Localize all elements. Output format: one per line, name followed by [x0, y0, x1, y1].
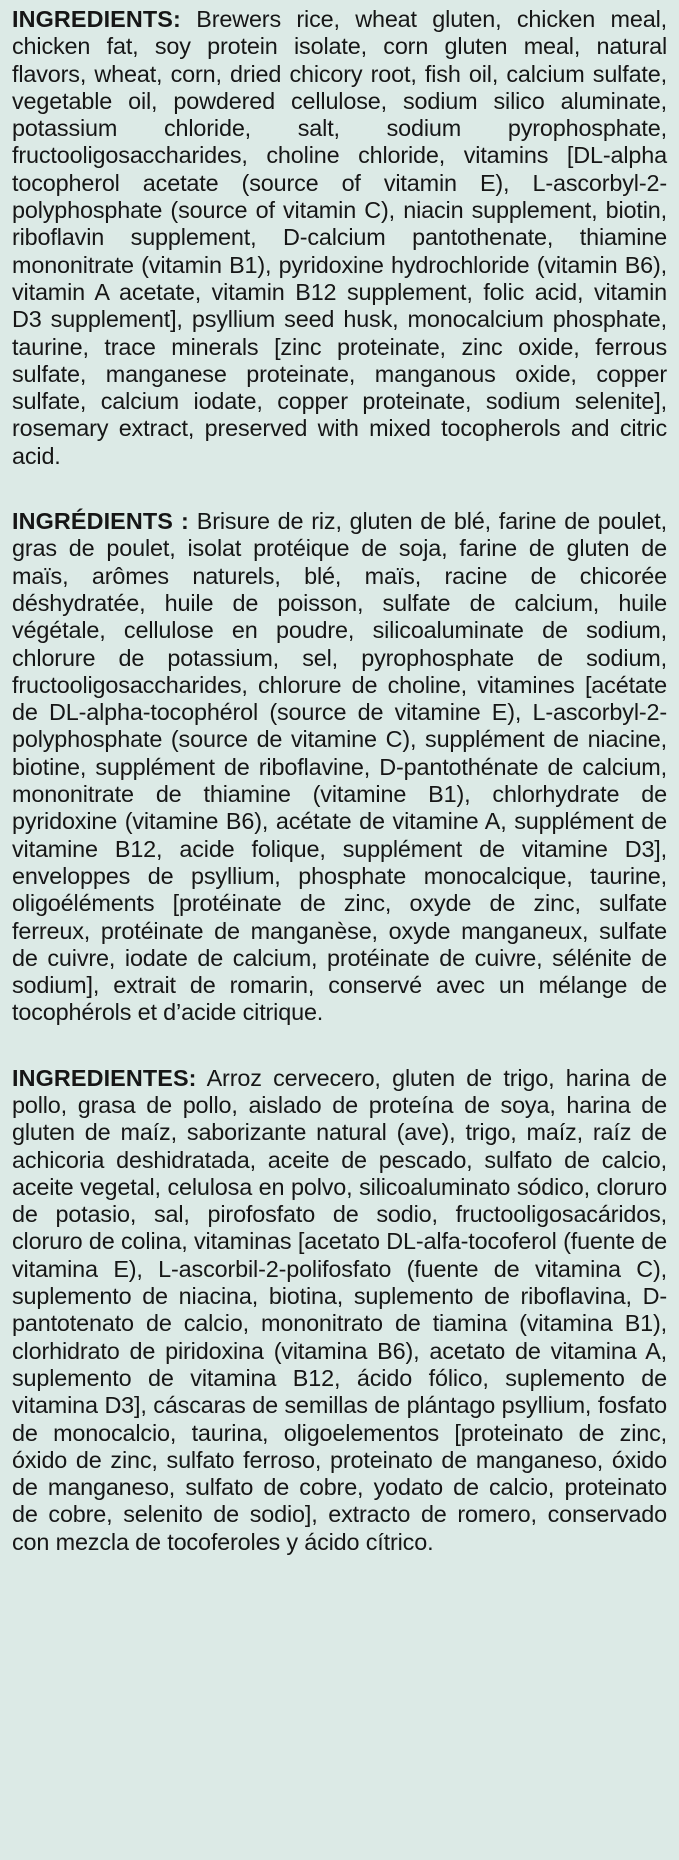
- ingredients-french: [12, 508, 667, 1027]
- french-heading: INGRÉDIENTS :: [12, 508, 189, 535]
- ingredients-spanish: [12, 1065, 667, 1556]
- spanish-ingredients-text: Arroz cervecero, gluten de trigo, harina de pollo, grasa de pollo, aislado de proteína de soya, harina de gluten de maíz, saborizante natural (ave), trigo, maíz, raíz de achicoria deshidratada, aceite de pescado, sulfato de calcio, aceite vegetal, celulosa en polvo, silicoaluminato sódico, cloruro de potasio, sal, pirofosfato de sodio, fructooligosacáridos, cloruro de colina, vitaminas [acetato DL-alfa-tocoferol (fuente de vitamina E), L-ascorbil-2-polifosfato (fuente de vitamina C), suplemento de niacina, biotina, suplemento de riboflavina, D-pantotenato de calcio, mononitrato de tiamina (vitamina B1), clorhidrato de piridoxina (vitamina B6), acetato de vitamina A, suplemento de vitamina B12, ácido fólico, suplemento de vitamina D3], cáscaras de semillas de plántago psyllium, fosfato de monocalcio, taurina, oligoelementos [proteinato de zinc, óxido de zinc, sulfato ferroso, proteinato de manganeso, óxido de manganeso, sulfato de cobre, yodato de calcio, proteinato de cobre, selenito de sodio], extracto de romero, conservado con mezcla de tocoferoles y ácido cítrico.: [12, 1064, 667, 1555]
- english-ingredients-text: Brewers rice, wheat gluten, chicken meal, chicken fat, soy protein isolate, corn gluten meal, natural flavors, wheat, corn, dried chicory root, fish oil, calcium sulfate, vegetable oil, powdered cellulose, sodium silico aluminate, potassium chloride, salt, sodium pyrophosphate, fructooligosaccharides, choline chloride, vitamins [DL-alpha tocopherol acetate (source of vitamin E), L-ascorbyl-2-polyphosphate (source of vitamin C), niacin supplement, biotin, riboflavin supplement, D-calcium pantothenate, thiamine mononitrate (vitamin B1), pyridoxine hydrochloride (vitamin B6), vitamin A acetate, vitamin B12 supplement, folic acid, vitamin D3 supplement], psyllium seed husk, monocalcium phosphate, taurine, trace minerals [zinc proteinate, zinc oxide, ferrous sulfate, manganese proteinate, manganous oxide, copper sulfate, calcium iodate, copper proteinate, sodium selenite], rosemary extract, preserved with mixed tocopherols and citric acid.: [12, 6, 667, 469]
- ingredients-english: [12, 6, 667, 470]
- spanish-heading: INGREDIENTES:: [12, 1064, 197, 1091]
- english-heading: INGREDIENTS:: [12, 6, 181, 32]
- french-ingredients-text: Brisure de riz, gluten de blé, farine de poulet, gras de poulet, isolat protéique de soja, farine de gluten de maïs, arômes naturels, blé, maïs, racine de chicorée déshydratée, huile de poisson, sulfate de calcium, huile végétale, cellulose en poudre, silicoaluminate de sodium, chlorure de potassium, sel, pyrophosphate de sodium, fructooligosaccharides, chlorure de choline, vitamines [acétate de DL-alpha-tocophérol (source de vitamine E), L-ascorbyl-2-polyphosphate (source de vitamine C), supplément de niacine, biotine, supplément de riboflavine, D-pantothénate de calcium, mononitrate de thiamine (vitamine B1), chlorhydrate de pyridoxine (vitamine B6), acétate de vitamine A, supplément de vitamine B12, acide folique, supplément de vitamine D3], enveloppes de psyllium, phosphate monocalcique, taurine, oligoéléments [protéinate de zinc, oxyde de zinc, sulfate ferreux, protéinate de manganèse, oxyde manganeux, sulfate de cuivre, iodate de calcium, protéinate de cuivre, sélénite de sodium], extrait de romarin, conservé avec un mélange de tocophérols et d’acide citrique.: [12, 508, 667, 1026]
